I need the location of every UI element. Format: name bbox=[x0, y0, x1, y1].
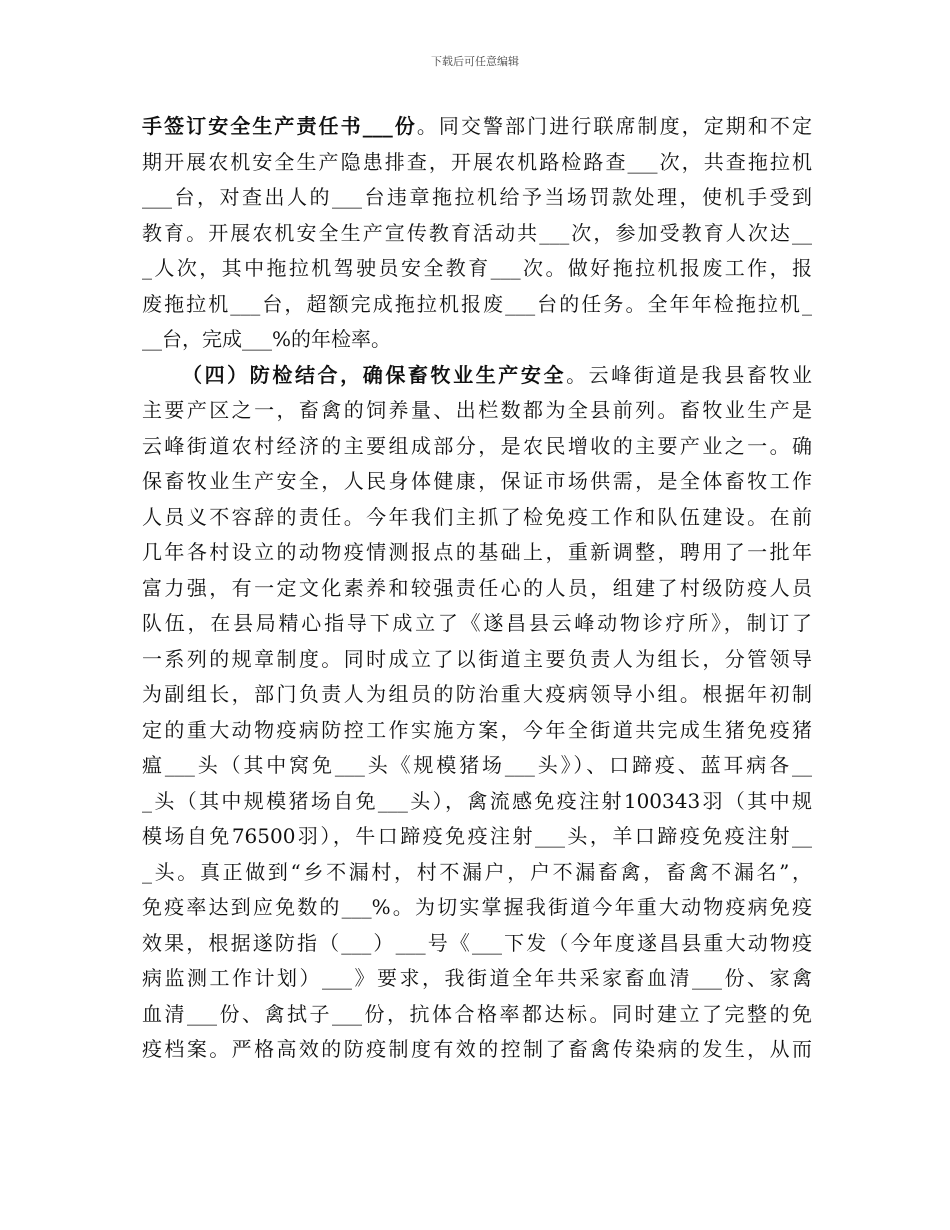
body-text: 一系列的规章制度。同时成立了以街道主要负责人为组长，分管领导 bbox=[142, 646, 812, 671]
text-line bbox=[142, 997, 812, 1033]
text-line bbox=[142, 500, 812, 536]
body-text: 病监测工作计划）___》要求，我街道全年共采家畜血清___份、家禽 bbox=[142, 966, 812, 990]
page-header: 下载后可任意编辑 bbox=[431, 55, 519, 68]
text-line bbox=[142, 677, 812, 713]
text-line bbox=[142, 145, 812, 181]
body-text: 为副组长，部门负责人为组员的防治重大疫病领导小组。根据年初制 bbox=[142, 682, 812, 706]
text-line bbox=[142, 180, 812, 216]
body-text: 废拖拉机___台，超额完成拖拉机报废___台的任务。全年年检拖拉机_ bbox=[142, 291, 812, 316]
text-line bbox=[142, 819, 812, 855]
body-text: 。同交警部门进行联席制度，定期和不定 bbox=[416, 114, 813, 138]
text-line bbox=[142, 1032, 812, 1068]
body-text: 瘟___头（其中窝免___头《规模猪场___头》）、口蹄疫、蓝耳病各__ bbox=[142, 753, 812, 777]
text-line bbox=[142, 642, 812, 678]
text-line bbox=[142, 464, 812, 500]
text-line bbox=[142, 784, 812, 820]
body-text: 富力强，有一定文化素养和较强责任心的人员，组建了村级防疫人员 bbox=[142, 575, 812, 600]
text-line bbox=[142, 109, 812, 145]
text-line bbox=[142, 535, 812, 571]
text-line bbox=[142, 216, 812, 252]
text-line bbox=[142, 748, 812, 784]
body-text: _头（其中规模猪场自免___头），禽流感免疫注射100343羽（其中规 bbox=[142, 788, 812, 813]
text-line bbox=[142, 606, 812, 642]
body-text: 主要产区之一，畜禽的饲养量、出栏数都为全县前列。畜牧业生产是 bbox=[142, 398, 812, 422]
text-line bbox=[142, 926, 812, 962]
document-body bbox=[142, 109, 812, 1068]
body-text: 血清___份、禽拭子___份，抗体合格率都达标。同时建立了完整的免 bbox=[142, 1001, 812, 1026]
bold-heading-text: 手签订安全生产责任书___份 bbox=[142, 114, 417, 138]
text-line bbox=[142, 571, 812, 607]
text-line bbox=[142, 358, 812, 394]
body-text: 效果，根据遂防指（___）___号《___下发（今年度遂昌县重大动物疫 bbox=[142, 930, 812, 955]
body-text: 教育。开展农机安全生产宣传教育活动共___次，参加受教育人次达__ bbox=[142, 220, 812, 245]
text-line bbox=[142, 393, 812, 429]
body-text: 保畜牧业生产安全，人民身体健康，保证市场供需，是全体畜牧工作 bbox=[142, 469, 812, 493]
body-text: 。云峰街道是我县畜牧业 bbox=[566, 362, 813, 387]
text-line bbox=[142, 961, 812, 997]
text-line bbox=[142, 287, 812, 323]
body-text: _头。真正做到“乡不漏村，村不漏户，户不漏畜禽，畜禽不漏名”， bbox=[142, 859, 812, 884]
body-text: 免疫率达到应免数的___%。为切实掌握我街道今年重大动物疫病免疫 bbox=[142, 895, 812, 919]
body-text: __台，完成___%的年检率。 bbox=[142, 327, 392, 351]
body-text: 期开展农机安全生产隐患排查，开展农机路检路查___次，共查拖拉机 bbox=[142, 149, 812, 174]
body-text: 定的重大动物疫病防控工作实施方案，今年全街道共完成生猪免疫猪 bbox=[142, 717, 812, 742]
body-text: _人次，其中拖拉机驾驶员安全教育___次。做好拖拉机报废工作，报 bbox=[142, 256, 812, 280]
body-text: 队伍，在县局精心指导下成立了《遂昌县云峰动物诊疗所》，制订了 bbox=[142, 611, 812, 635]
body-text: 模场自免76500羽），牛口蹄疫免疫注射___头，羊口蹄疫免疫注射__ bbox=[142, 824, 812, 848]
text-line bbox=[142, 713, 812, 749]
text-line bbox=[142, 890, 812, 926]
body-text: 人员义不容辞的责任。今年我们主抓了检免疫工作和队伍建设。在前 bbox=[142, 504, 812, 529]
body-text: 几年各村设立的动物疫情测报点的基础上，重新调整，聘用了一批年 bbox=[142, 540, 812, 564]
text-line bbox=[142, 429, 812, 465]
text-line bbox=[142, 322, 812, 358]
text-line bbox=[142, 855, 812, 891]
bold-heading-text: （四）防检结合，确保畜牧业生产安全 bbox=[182, 362, 567, 387]
text-line bbox=[142, 251, 812, 287]
body-text: 云峰街道农村经济的主要组成部分，是农民增收的主要产业之一。确 bbox=[142, 433, 812, 458]
body-text: 疫档案。严格高效的防疫制度有效的控制了畜禽传染病的发生，从而 bbox=[142, 1037, 812, 1061]
body-text: ___台，对查出人的___台违章拖拉机给予当场罚款处理，使机手受到 bbox=[142, 185, 812, 209]
